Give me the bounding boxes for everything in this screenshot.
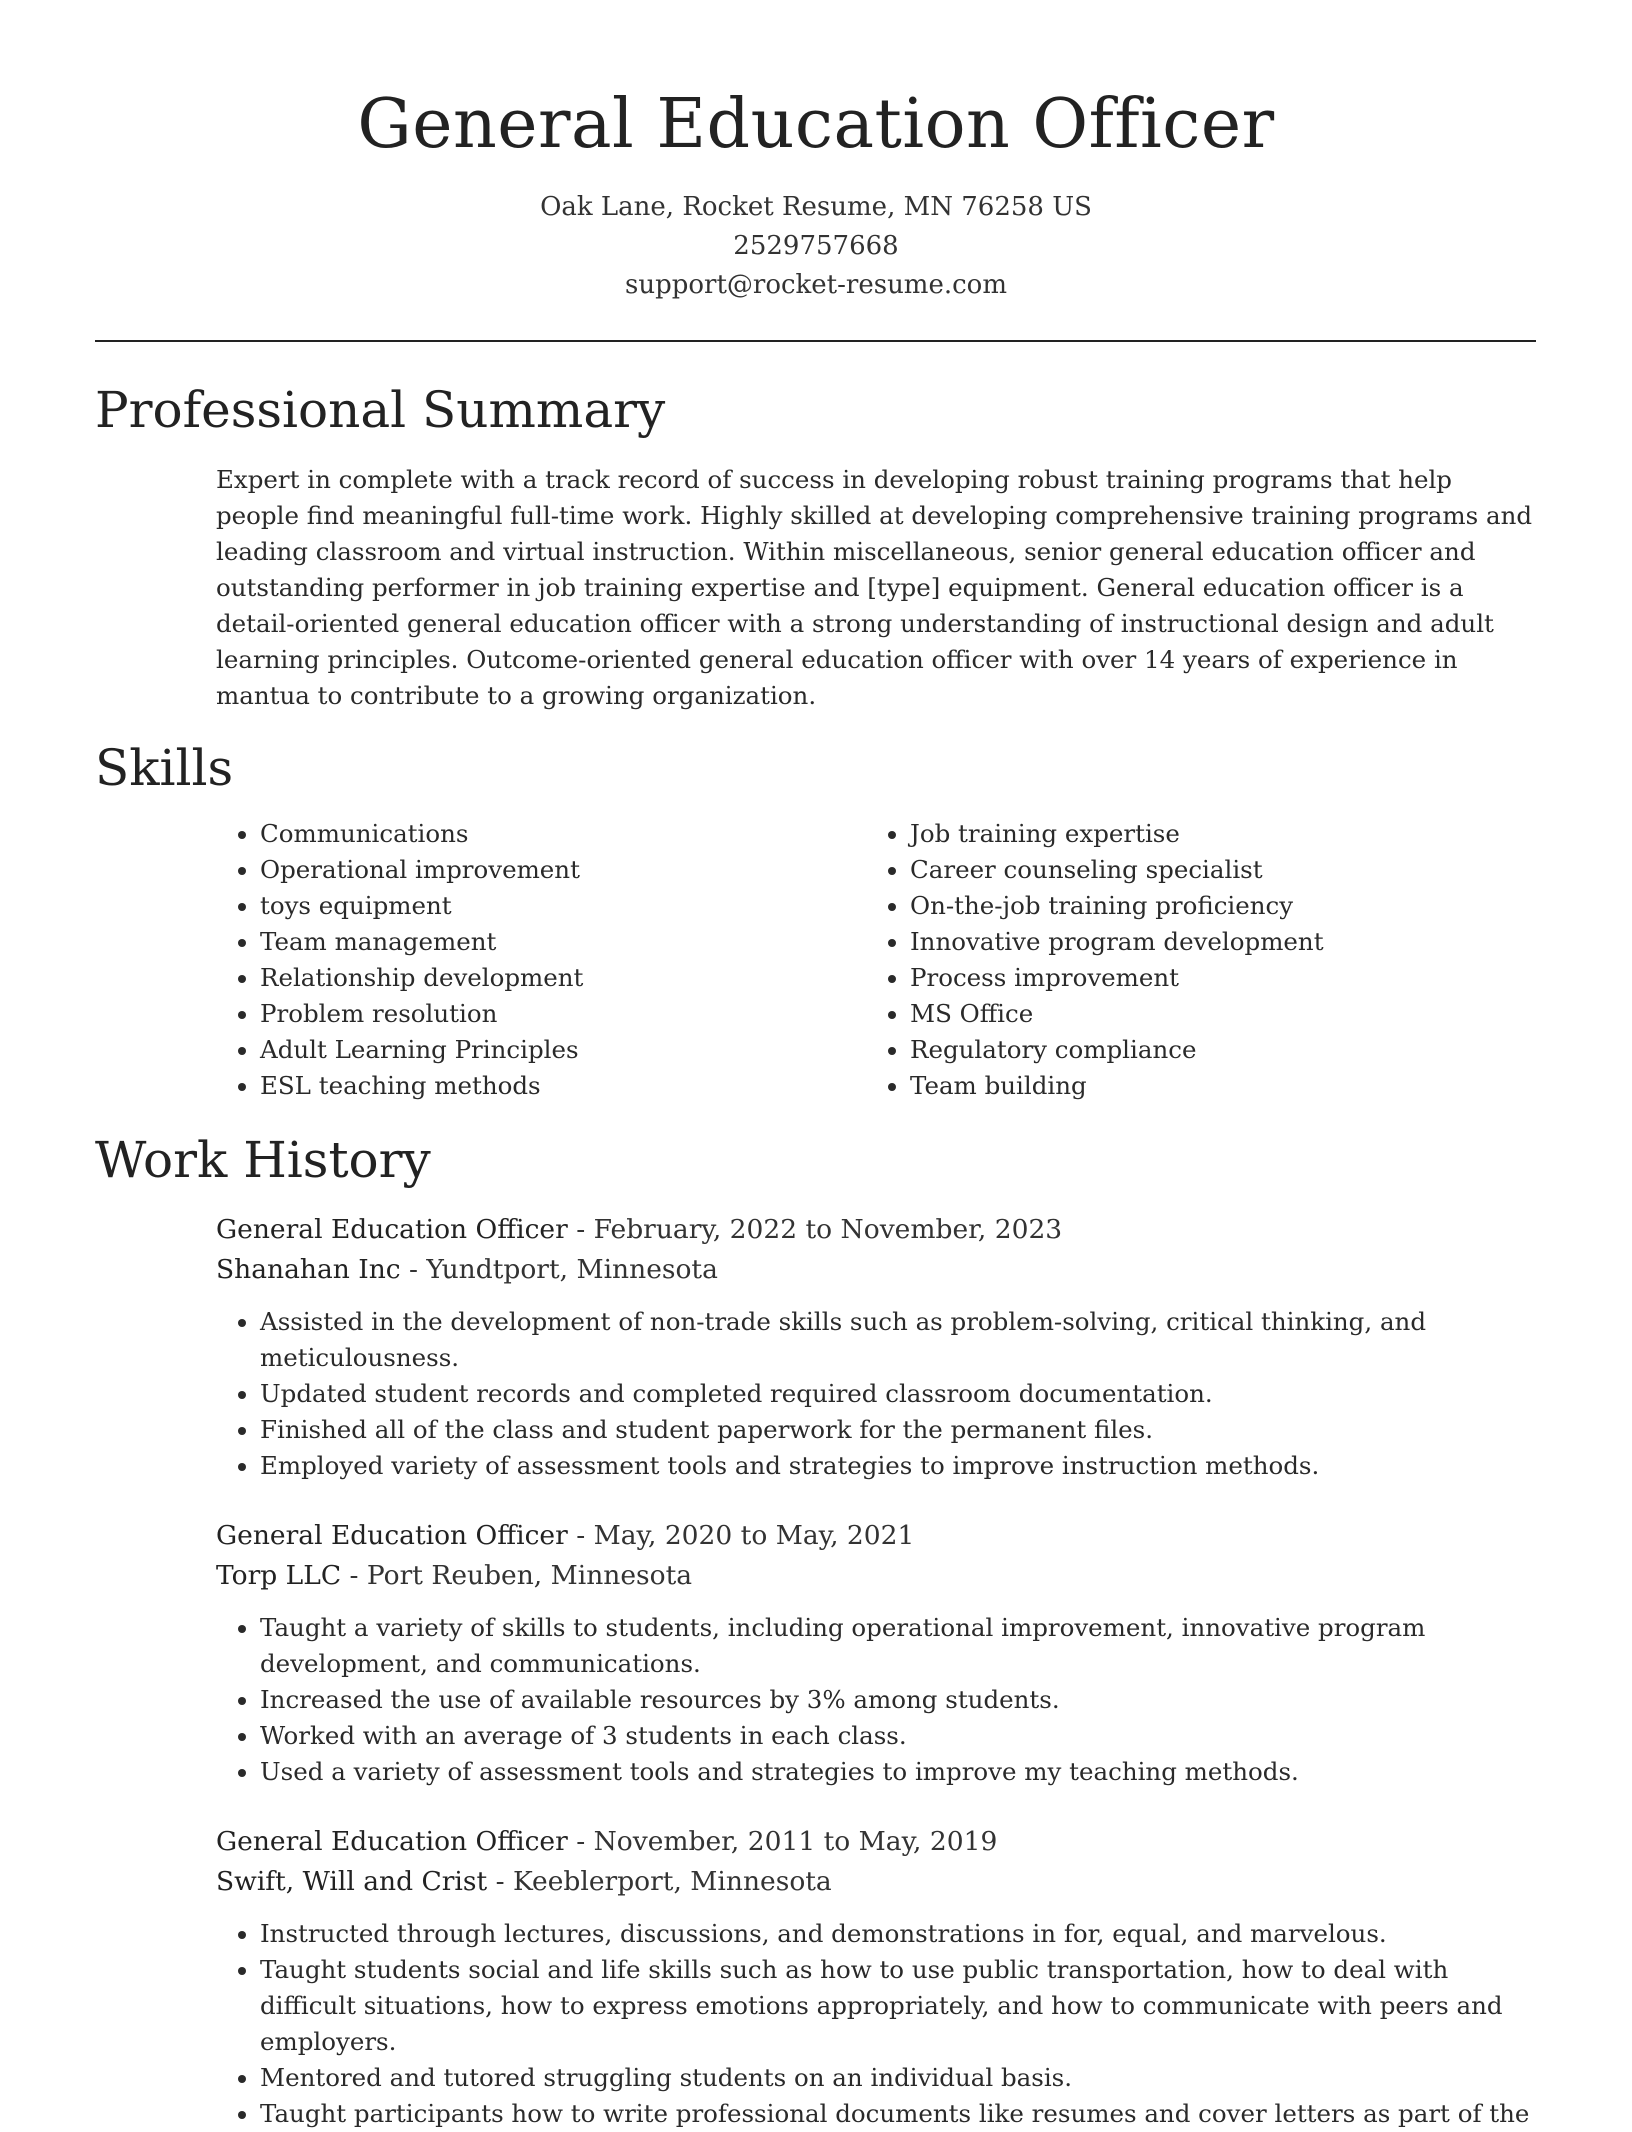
section-title-work-history: Work History (95, 1131, 431, 1189)
job-bullet: • Updated student records and completed required classroom documentation. (260, 1376, 1536, 1412)
job-location: - Keeblerport, Minnesota (487, 1866, 832, 1897)
job-title-line (216, 1516, 1536, 1556)
contact-address: Oak Lane, Rocket Resume, MN 76258 US (540, 192, 1092, 222)
job-dates: - February, 2022 to November, 2023 (567, 1214, 1063, 1245)
skills-column-right (866, 816, 1466, 1104)
job-bullets (216, 1916, 1536, 2132)
job-bullet: • Worked with an average of 3 students in each class. (260, 1718, 1536, 1754)
skill-item: • Career counseling specialist (910, 852, 1466, 888)
skills-list-left (216, 816, 816, 1104)
job-company-line (216, 1556, 1536, 1596)
skill-item: • Process improvement (910, 960, 1466, 996)
contact-phone: 2529757668 (733, 231, 899, 261)
skill-item: • Relationship development (260, 960, 816, 996)
job-company-line (216, 1862, 1536, 1902)
job-title: General Education Officer (216, 1826, 568, 1857)
contact-block (0, 188, 1632, 305)
skill-item: • Team building (910, 1068, 1466, 1104)
job-bullets (216, 1304, 1536, 1484)
job-bullet: • Increased the use of available resources by 3% among students. (260, 1682, 1536, 1718)
skill-item: • Team management (260, 924, 816, 960)
job-bullet: • Used a variety of assessment tools and strategies to improve my teaching methods. (260, 1754, 1536, 1790)
skill-item: • Communications (260, 816, 816, 852)
job-bullet: • Taught students social and life skills such as how to use public transportation, how to deal with difficult situations, how to express emotions appropriately, and how to communicate with peers and employers. (260, 1952, 1536, 2060)
job-entry (216, 1210, 1536, 1484)
resume-header (0, 0, 1632, 305)
job-bullet: • Taught participants how to write professional documents like resumes and cover letters as part of the (260, 2096, 1536, 2132)
job-title-line (216, 1210, 1536, 1250)
summary-text: Expert in complete with a track record of success in developing robust training programs that help people find meaningful full-time work. Highly skilled at developing comprehensive training programs and leading classroom and virtual instruction. Within miscellaneous, senior general education officer and outstanding performer in job training expertise and [type] equipment. General education officer is a detail-oriented general education officer with a strong understanding of instructional design and adult learning principles. Outcome-oriented general education officer with over 14 years of experience in mantua to contribute to a growing organization. (216, 465, 1533, 710)
job-company: Shanahan Inc (216, 1254, 401, 1285)
skills-list-right (866, 816, 1466, 1104)
job-dates: - May, 2020 to May, 2021 (567, 1520, 915, 1551)
job-title: General Education Officer (216, 1214, 568, 1245)
skills-column-left (216, 816, 816, 1104)
job-company: Swift, Will and Crist (216, 1866, 488, 1897)
job-title: General Education Officer (216, 1520, 568, 1551)
job-bullet: • Employed variety of assessment tools and strategies to improve instruction methods. (260, 1448, 1536, 1484)
contact-email: support@rocket-resume.com (624, 270, 1007, 300)
skill-item: • ESL teaching methods (260, 1068, 816, 1104)
job-bullet: • Mentored and tutored struggling students on an individual basis. (260, 2060, 1536, 2096)
skill-item: • Adult Learning Principles (260, 1032, 816, 1068)
job-location: - Port Reuben, Minnesota (341, 1560, 693, 1591)
skill-item: • Innovative program development (910, 924, 1466, 960)
job-company-line (216, 1250, 1536, 1290)
skill-item: • MS Office (910, 996, 1466, 1032)
job-bullet: • Taught a variety of skills to students, including operational improvement, innovative program development, and communications. (260, 1610, 1536, 1682)
candidate-name: General Education Officer (357, 85, 1275, 164)
skill-item: • Job training expertise (910, 816, 1466, 852)
job-title-line (216, 1822, 1536, 1862)
job-bullet: • Finished all of the class and student paperwork for the permanent files. (260, 1412, 1536, 1448)
job-location: - Yundtport, Minnesota (400, 1254, 718, 1285)
job-bullet: • Instructed through lectures, discussions, and demonstrations in for, equal, and marvelous. (260, 1916, 1536, 1952)
job-entry (216, 1516, 1536, 1790)
skill-item: • Problem resolution (260, 996, 816, 1032)
skill-item: • On-the-job training proficiency (910, 888, 1466, 924)
section-title-skills: Skills (95, 739, 234, 797)
header-divider (95, 340, 1536, 342)
job-company: Torp LLC (216, 1560, 342, 1591)
job-bullet: • Assisted in the development of non-trade skills such as problem-solving, critical thinking, and meticulousness. (260, 1304, 1536, 1376)
job-dates: - November, 2011 to May, 2019 (567, 1826, 998, 1857)
skill-item: • toys equipment (260, 888, 816, 924)
job-bullets (216, 1610, 1536, 1790)
section-title-summary: Professional Summary (95, 381, 666, 439)
skill-item: • Regulatory compliance (910, 1032, 1466, 1068)
skill-item: • Operational improvement (260, 852, 816, 888)
job-entry (216, 1822, 1536, 2132)
